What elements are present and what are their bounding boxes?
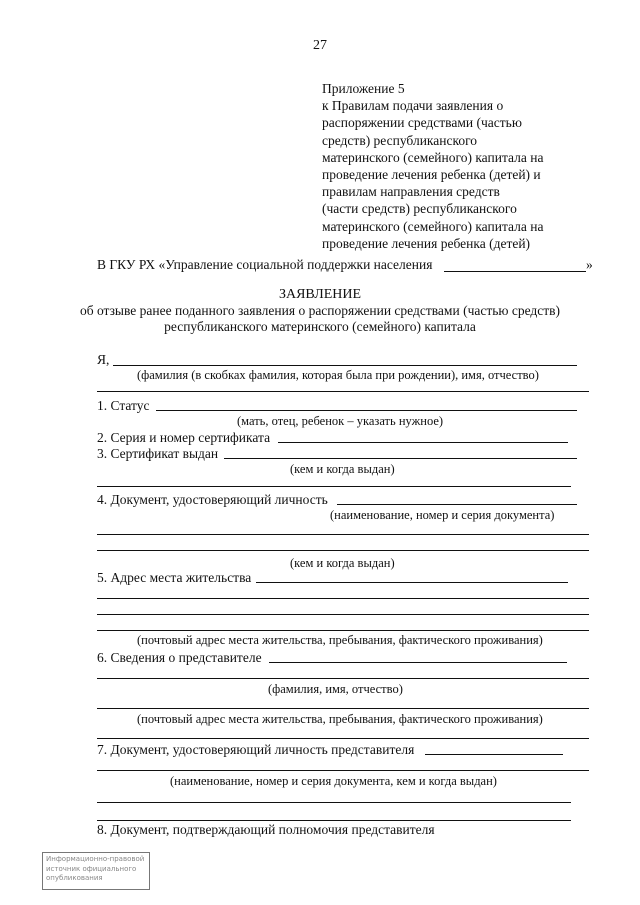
rep-name-hint: (фамилия, имя, отчество) <box>268 682 403 696</box>
stamp-line: источник официального <box>46 864 137 873</box>
status-field[interactable] <box>156 410 577 411</box>
status-hint: (мать, отец, ребенок – указать нужное) <box>237 414 444 428</box>
addressee-field[interactable] <box>444 271 586 272</box>
address-label: 5. Адрес места жительства <box>97 570 252 585</box>
rep-id-field-line3[interactable] <box>97 802 571 803</box>
id-doc-field[interactable] <box>337 504 577 505</box>
appendix-line: правилам направления средств <box>322 184 500 200</box>
appendix-line: к Правилам подачи заявления о <box>322 98 504 114</box>
rep-id-field-line4[interactable] <box>97 820 571 821</box>
page-number: 27 <box>313 38 327 53</box>
applicant-name-field[interactable] <box>113 365 577 366</box>
cert-issued-field[interactable] <box>224 458 577 459</box>
address-hint: (почтовый адрес места жительства, пребывания, фактического проживания) <box>137 633 543 647</box>
rep-id-field[interactable] <box>425 754 563 755</box>
cert-issued-label: 3. Сертификат выдан <box>97 446 219 461</box>
rep-label: 6. Сведения о представителе <box>97 650 262 665</box>
id-doc-label: 4. Документ, удостоверяющий личность <box>97 492 328 507</box>
appendix-line: Приложение 5 <box>322 81 405 96</box>
appendix-line: материнского (семейного) капитала на <box>322 149 544 165</box>
appendix-line: распоряжении средствами (частью <box>322 115 522 131</box>
stamp-line: Информационно-правовой <box>46 855 145 863</box>
addressee-close-quote: » <box>586 257 593 272</box>
rep-id-hint: (наименование, номер и серия документа, кем и когда выдан) <box>170 774 497 788</box>
rep-id-field-line2[interactable] <box>97 770 589 771</box>
stamp-line: опубликования <box>46 874 103 882</box>
document-title: ЗАЯВЛЕНИЕ <box>278 287 362 302</box>
rep-address-hint: (почтовый адрес места жительства, пребывания, фактического проживания) <box>137 712 543 726</box>
document-subtitle-line1: об отзыве ранее поданного заявления о распоряжении средствами (частью средств) <box>79 303 561 318</box>
rep-id-label: 7. Документ, удостоверяющий личность представителя <box>97 742 415 757</box>
address-field-line3[interactable] <box>97 614 589 615</box>
appendix-line: проведение лечения ребенка (детей) и <box>322 167 541 183</box>
rep-field[interactable] <box>269 662 567 663</box>
id-doc-hint: (наименование, номер и серия документа) <box>330 508 555 522</box>
appendix-line: материнского (семейного) капитала на <box>322 218 544 234</box>
appendix-block <box>322 80 543 252</box>
address-field-line4[interactable] <box>97 630 589 631</box>
address-field[interactable] <box>256 582 568 583</box>
rep-power-label: 8. Документ, подтверждающий полномочия представителя <box>97 822 435 837</box>
id-doc-field-line3[interactable] <box>97 550 589 551</box>
applicant-name-field-line2[interactable] <box>97 391 589 392</box>
cert-issued-hint: (кем и когда выдан) <box>290 462 395 476</box>
appendix-line: (части средств) республиканского <box>322 201 517 217</box>
status-label: 1. Статус <box>97 398 150 413</box>
rep-field-line2[interactable] <box>97 678 589 679</box>
addressee-label: В ГКУ РХ «Управление социальной поддержки населения <box>97 257 433 272</box>
cert-series-label: 2. Серия и номер сертификата <box>97 430 271 445</box>
cert-series-field[interactable] <box>278 442 568 443</box>
applicant-name-hint: (фамилия (в скобках фамилия, которая была при рождении), имя, отчество) <box>137 368 539 382</box>
source-stamp <box>42 852 150 890</box>
rep-address-field[interactable] <box>97 708 589 709</box>
appendix-line: проведение лечения ребенка (детей) <box>322 235 531 251</box>
rep-address-field-line2[interactable] <box>97 738 589 739</box>
cert-issued-field-line2[interactable] <box>97 486 571 487</box>
appendix-line: средств) республиканского <box>322 132 478 148</box>
id-doc-issued-hint: (кем и когда выдан) <box>290 556 395 570</box>
document-subtitle-line2: республиканского материнского (семейного) капитала <box>164 319 476 334</box>
id-doc-field-line2[interactable] <box>97 534 589 535</box>
applicant-label: Я, <box>97 352 110 367</box>
address-field-line2[interactable] <box>97 598 589 599</box>
